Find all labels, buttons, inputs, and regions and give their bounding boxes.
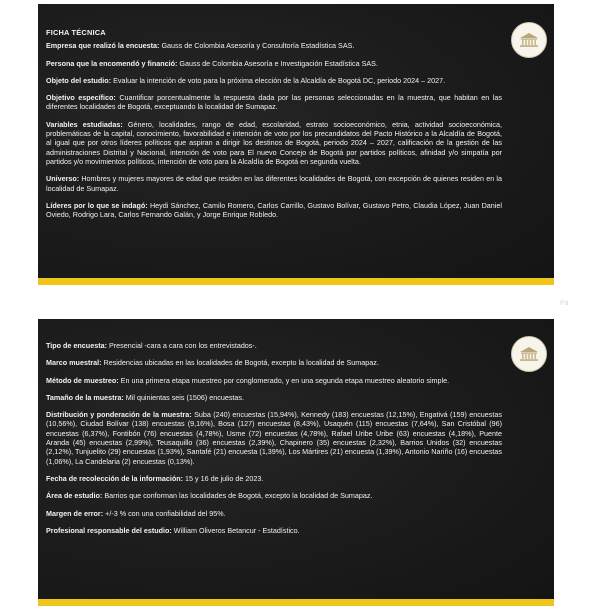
item-persona-encomendo: Persona que la encomendó y financió: Gauss de Colombia Asesoría e Investigación Estadística SAS.: [46, 58, 378, 68]
item-distribucion: Distribución y ponderación de la muestra: Suba (240) encuestas (15,94%), Kennedy (183) encuestas (12,15%), Engativá (159) encuestas (10,56%), Ciudad Bolívar (138) encuestas (9,16%), Bosa (127) encuestas (8,43%), Usaquén (115) encuestas (7,64%), San Cristóbal (96) encuestas (6,37%), Fontibón (76) encuestas (4,78%), Usme (72) encuestas (4,78%), Rafael Uribe Uribe (63) encuestas (4,18%), Puente Aranda (45) encuestas (2,99%), Teusaquillo (36) encuestas (2,39%), Chapinero (35) encuestas (2,32%), Barrios Unidos (32) encuestas (2,12%), Tunjuelito (29) encuestas (1,93%), Santafé (21) encuesta (1,39%), Los Mártires (21) encuesta (1,39%), Antonio Nariño (16) encuestas (1,06%), La Candelaria (2) encuestas (0,13%).: [46, 410, 502, 466]
item-tipo-encuesta: Tipo de encuesta: Presencial -cara a cara con los entrevistados-.: [46, 341, 257, 350]
page-1-content: [46, 28, 502, 227]
item-lideres: Líderes por lo que se indagó: Heydi Sánchez, Camilo Romero, Carlos Carrillo, Gustavo Bolívar, Gustavo Petro, Claudia López, Juan Daniel Oviedo, Rodrigo Lara, Carlos Fernando Galán, y Jorge Enrique Robledo.: [46, 200, 502, 220]
section-heading: FICHA TÉCNICA: [46, 28, 106, 37]
building-seal-icon: [511, 336, 547, 372]
item-universo: Universo: Hombres y mujeres mayores de edad que residen en las diferentes localidades de Bogotá, con excepción de quienes residen en la localidad de Sumapaz.: [46, 174, 502, 193]
item-tamano-muestra: Tamaño de la muestra: Mil quinientas seis (1506) encuestas.: [46, 392, 245, 402]
building-seal-icon: [511, 22, 547, 58]
accent-bar: [38, 278, 554, 285]
item-variables: Variables estudiadas: Género, localidades, rango de edad, escolaridad, estrato socioeconómico, etnia, actividad socioeconómica, problemáticas de la capital, conocimiento, favorabilidad e intención de voto por los precandidatos del Pacto Histórico a la Alcaldía de Bogotá, al igual que por otros líderes políticos que aspiran a dirigir los destinos de Bogotá, periodo 2024 – 2027, calificación de la gestión de las administraciones Distrital y Nacional, intención de voto para El nuevo Concejo de Bogotá por partidos políticos, afinidad y/o simpatía por partidos y/o movimientos políticos, intención de voto para la Alcaldía de Bogotá en segunda vuelta.: [46, 119, 502, 166]
item-objetivo-especifico: Objetivo específico: Cuantificar porcentualmente la respuesta dada por las personas seleccionadas en la muestra, que habitan en las diferentes localidades de Bogotá, exceptuando la localidad de Sumapaz.: [46, 93, 502, 112]
item-marco-muestral: Marco muestral: Residencias ubicadas en las localidades de Bogotá, excepto la localidad de Sumapaz.: [46, 358, 379, 368]
ficha-tecnica-page-1: [38, 4, 554, 285]
item-margen-error: Margen de error: +/-3 % con una confiabilidad del 95%.: [46, 508, 226, 518]
accent-bar: [38, 599, 554, 606]
item-fecha-recoleccion: Fecha de recolección de la información: 15 y 16 de julio de 2023.: [46, 473, 264, 483]
faded-page-label: Pá: [560, 300, 569, 307]
item-objeto-estudio: Objeto del estudio: Evaluar la intención de voto para la próxima elección de la Alcaldía de Bogotá DC, periodo 2024 – 2027.: [46, 75, 446, 85]
page-2-content: [46, 341, 502, 543]
item-area-estudio: Área de estudio: Barrios que conforman las localidades de Bogotá, excepto la localidad de Sumapaz.: [46, 491, 373, 501]
ficha-tecnica-page-2: [38, 319, 554, 606]
item-metodo-muestreo: Método de muestreo: En una primera etapa muestreo por conglomerado, y en una segunda etapa muestreo aleatorio simple.: [46, 375, 450, 385]
item-profesional-responsable: Profesional responsable del estudio: William Oliveros Betancur - Estadístico.: [46, 525, 300, 535]
item-empresa: Empresa que realizó la encuesta: Gauss de Colombia Asesoría y Consultoría Estadística SAS.: [46, 41, 355, 51]
